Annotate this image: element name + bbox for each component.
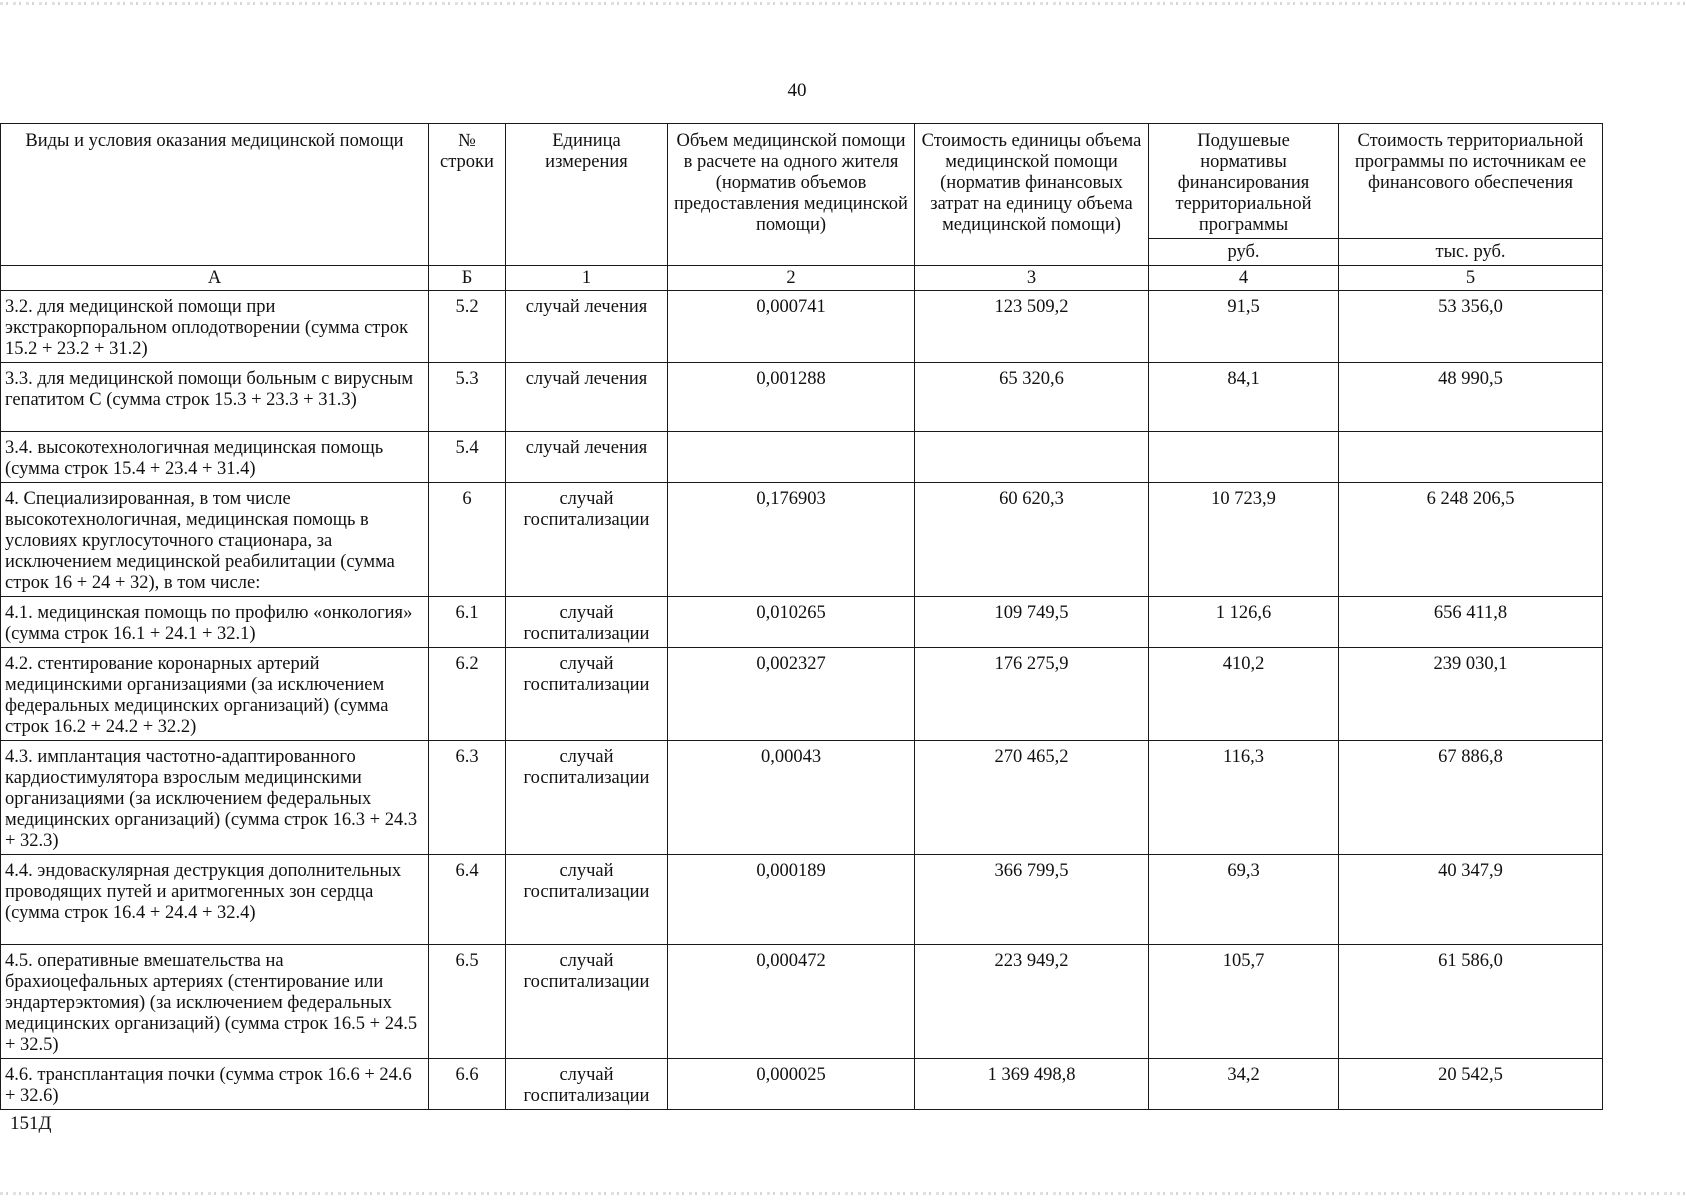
row-number-cell: 6.3 xyxy=(429,741,506,855)
unit-cost-cell: 270 465,2 xyxy=(915,741,1149,855)
unit-cost-cell: 123 509,2 xyxy=(915,291,1149,363)
unit-cell: случай госпитализации xyxy=(506,597,668,648)
volume-cell: 0,002327 xyxy=(668,648,915,741)
unit-cost-cell xyxy=(915,432,1149,483)
row-number-cell: 6 xyxy=(429,483,506,597)
program-cost-cell: 53 356,0 xyxy=(1339,291,1603,363)
unit-cell: случай лечения xyxy=(506,363,668,432)
unit-cell: случай лечения xyxy=(506,291,668,363)
scan-edge-bottom xyxy=(0,1192,1686,1195)
table-row xyxy=(1,648,1603,741)
volume-cell: 0,176903 xyxy=(668,483,915,597)
header-unit-cost: Стоимость единицы объема медицинской помощи (норматив финансовых затрат на единицу объема медицинской помощи) xyxy=(915,124,1149,266)
column-index-cell: 4 xyxy=(1149,266,1339,291)
program-cost-cell: 67 886,8 xyxy=(1339,741,1603,855)
unit-cost-cell: 60 620,3 xyxy=(915,483,1149,597)
care-type-cell: 3.3. для медицинской помощи больным с вирусным гепатитом С (сумма строк 15.3 + 23.3 + 31.3) xyxy=(1,363,429,432)
unit-cell: случай лечения xyxy=(506,432,668,483)
row-number-cell: 6.4 xyxy=(429,855,506,945)
column-index-cell: Б xyxy=(429,266,506,291)
row-number-cell: 5.2 xyxy=(429,291,506,363)
care-type-cell: 4.4. эндоваскулярная деструкция дополнительных проводящих путей и аритмогенных зон сердца (сумма строк 16.4 + 24.4 + 32.4) xyxy=(1,855,429,945)
volume-cell: 0,010265 xyxy=(668,597,915,648)
column-index-cell: 2 xyxy=(668,266,915,291)
unit-cell: случай госпитализации xyxy=(506,945,668,1059)
table-header xyxy=(1,124,1603,291)
table-row xyxy=(1,597,1603,648)
program-cost-cell: 656 411,8 xyxy=(1339,597,1603,648)
column-index-cell: 3 xyxy=(915,266,1149,291)
care-type-cell: 4.6. трансплантация почки (сумма строк 16.6 + 24.6 + 32.6) xyxy=(1,1059,429,1110)
care-type-cell: 4.2. стентирование коронарных артерий медицинскими организациями (за исключением федеральных медицинских организаций) (сумма строк 16.2 + 24.2 + 32.2) xyxy=(1,648,429,741)
care-type-cell: 4. Специализированная, в том числе высокотехнологичная, медицинская помощь в условиях круглосуточного стационара, за исключением медицинской реабилитации (сумма строк 16 + 24 + 32), в том числе: xyxy=(1,483,429,597)
unit-cost-cell: 1 369 498,8 xyxy=(915,1059,1149,1110)
row-number-cell: 5.4 xyxy=(429,432,506,483)
unit-cell: случай госпитализации xyxy=(506,483,668,597)
table-row xyxy=(1,363,1603,432)
program-cost-cell: 48 990,5 xyxy=(1339,363,1603,432)
program-cost-cell: 6 248 206,5 xyxy=(1339,483,1603,597)
per-capita-cell: 34,2 xyxy=(1149,1059,1339,1110)
page-number: 40 xyxy=(787,80,807,101)
per-capita-cell: 84,1 xyxy=(1149,363,1339,432)
column-index-cell: 1 xyxy=(506,266,668,291)
scan-edge-top xyxy=(0,2,1686,5)
header-care-type: Виды и условия оказания медицинской помощи xyxy=(1,124,429,266)
header-volume: Объем медицинской помощи в расчете на одного жителя (норматив объемов предоставления медицинской помощи) xyxy=(668,124,915,266)
header-program-cost-unit: тыс. руб. xyxy=(1339,239,1603,266)
table-row xyxy=(1,432,1603,483)
header-program-cost: Стоимость территориальной программы по источникам ее финансового обеспечения xyxy=(1339,124,1603,239)
program-cost-cell: 40 347,9 xyxy=(1339,855,1603,945)
per-capita-cell: 410,2 xyxy=(1149,648,1339,741)
volume-cell: 0,000472 xyxy=(668,945,915,1059)
per-capita-cell: 69,3 xyxy=(1149,855,1339,945)
column-index-cell: А xyxy=(1,266,429,291)
care-type-cell: 3.2. для медицинской помощи при экстракорпоральном оплодотворении (сумма строк 15.2 + 23.2 + 31.2) xyxy=(1,291,429,363)
header-per-capita: Подушевые нормативы финансирования территориальной программы xyxy=(1149,124,1339,239)
per-capita-cell xyxy=(1149,432,1339,483)
table-row xyxy=(1,1059,1603,1110)
per-capita-cell: 116,3 xyxy=(1149,741,1339,855)
header-per-capita-unit: руб. xyxy=(1149,239,1339,266)
table-row xyxy=(1,945,1603,1059)
table-body xyxy=(1,291,1603,1110)
column-index-cell: 5 xyxy=(1339,266,1603,291)
volume-cell: 0,000025 xyxy=(668,1059,915,1110)
row-number-cell: 6.5 xyxy=(429,945,506,1059)
unit-cost-cell: 223 949,2 xyxy=(915,945,1149,1059)
column-index-row xyxy=(1,266,1603,291)
unit-cost-cell: 366 799,5 xyxy=(915,855,1149,945)
per-capita-cell: 1 126,6 xyxy=(1149,597,1339,648)
program-cost-cell: 239 030,1 xyxy=(1339,648,1603,741)
care-type-cell: 4.3. имплантация частотно-адаптированного кардиостимулятора взрослым медицинскими организациями (за исключением федеральных медицинских организаций) (сумма строк 16.3 + 24.3 + 32.3) xyxy=(1,741,429,855)
per-capita-cell: 105,7 xyxy=(1149,945,1339,1059)
program-cost-cell: 20 542,5 xyxy=(1339,1059,1603,1110)
funding-table xyxy=(0,123,1603,1110)
per-capita-cell: 91,5 xyxy=(1149,291,1339,363)
unit-cost-cell: 176 275,9 xyxy=(915,648,1149,741)
program-cost-cell: 61 586,0 xyxy=(1339,945,1603,1059)
care-type-cell: 3.4. высокотехнологичная медицинская помощь (сумма строк 15.4 + 23.4 + 31.4) xyxy=(1,432,429,483)
row-number-cell: 6.1 xyxy=(429,597,506,648)
table-row xyxy=(1,291,1603,363)
per-capita-cell: 10 723,9 xyxy=(1149,483,1339,597)
row-number-cell: 6.6 xyxy=(429,1059,506,1110)
volume-cell: 0,000189 xyxy=(668,855,915,945)
volume-cell: 0,000741 xyxy=(668,291,915,363)
unit-cell: случай госпитализации xyxy=(506,855,668,945)
unit-cost-cell: 65 320,6 xyxy=(915,363,1149,432)
table-row xyxy=(1,483,1603,597)
document-code: 151Д xyxy=(10,1113,52,1134)
program-cost-cell xyxy=(1339,432,1603,483)
care-type-cell: 4.5. оперативные вмешательства на брахиоцефальных артериях (стентирование или эндартерэктомия) (за исключением федеральных медицинских организаций) (сумма строк 16.5 + 24.5 + 32.5) xyxy=(1,945,429,1059)
table-row xyxy=(1,741,1603,855)
table-row xyxy=(1,855,1603,945)
volume-cell: 0,001288 xyxy=(668,363,915,432)
row-number-cell: 6.2 xyxy=(429,648,506,741)
header-unit: Единица измерения xyxy=(506,124,668,266)
unit-cost-cell: 109 749,5 xyxy=(915,597,1149,648)
unit-cell: случай госпитализации xyxy=(506,741,668,855)
unit-cell: случай госпитализации xyxy=(506,1059,668,1110)
row-number-cell: 5.3 xyxy=(429,363,506,432)
header-row-number: № строки xyxy=(429,124,506,266)
care-type-cell: 4.1. медицинская помощь по профилю «онкология» (сумма строк 16.1 + 24.1 + 32.1) xyxy=(1,597,429,648)
volume-cell xyxy=(668,432,915,483)
unit-cell: случай госпитализации xyxy=(506,648,668,741)
volume-cell: 0,00043 xyxy=(668,741,915,855)
